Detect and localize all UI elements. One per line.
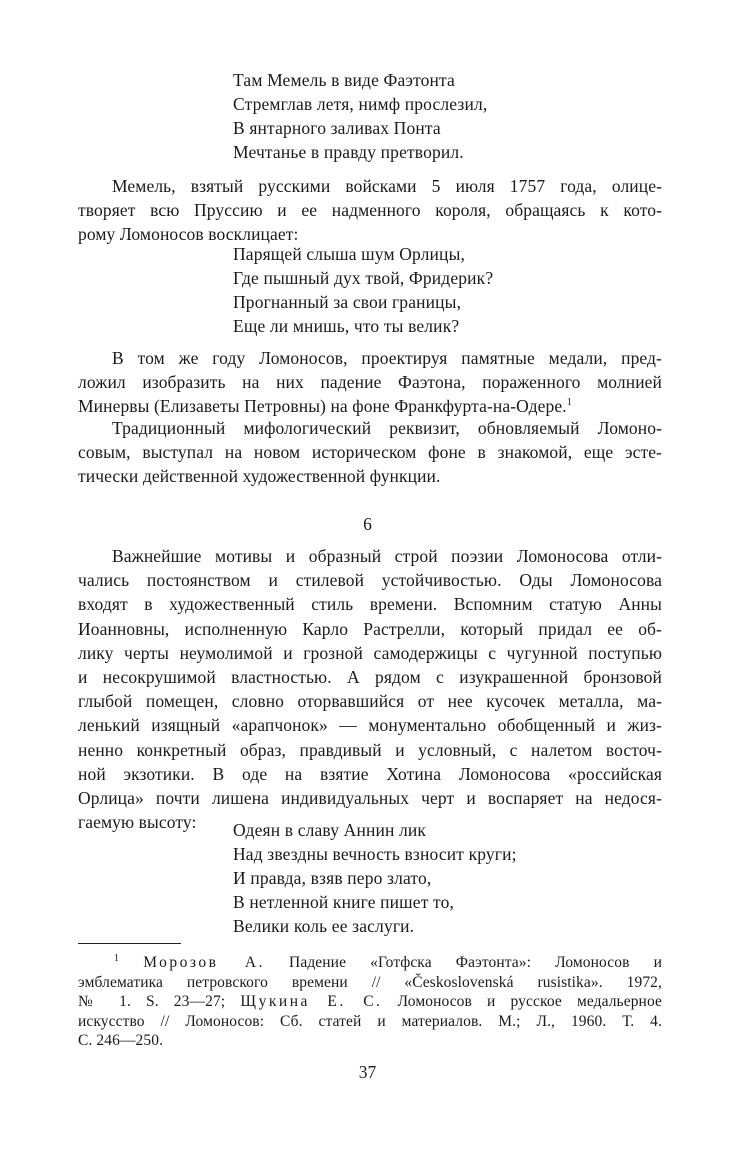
verse-line: В нетленной книге пишет то, [233,892,455,912]
paragraph-line: рому Ломоносов восклицает: [78,224,299,245]
paragraph-line: ложил изобразить на них падение Фаэтона, пораженного молнией [78,372,662,393]
verse-stanza-3 [233,818,517,938]
paragraph-line: творяет всю Пруссию и ее надменного короля, обращаясь к кото- [78,200,662,221]
footnote-line [78,953,662,973]
footnote [78,953,662,1051]
footnote-line [78,992,662,1012]
footnote-author: Щукина Е. С. [240,993,383,1010]
paragraph-line: совым, выступал на новом историческом фоне в знакомой, еще эсте- [78,442,662,463]
paragraph-line: Мемель, взятый русскими войсками 5 июля 1757 года, олице- [112,176,662,196]
section-number: 6 [363,514,372,534]
paragraph-2 [78,346,662,419]
paragraph-line: Важнейшие мотивы и образный строй поэзии Ломоносова отли- [112,546,662,566]
footnote-line: искусство // Ломоносов: Сб. статей и материалов. М.; Л., 1960. Т. 4. [78,1012,662,1030]
paragraph-line-text: Минервы (Елизаветы Петровны) на фоне Франкфурта-на-Одере. [78,396,567,417]
paragraph-line: тически действенной художественной функции. [78,466,441,487]
verse-line: Там Мемель в виде Фаэтонта [233,70,455,90]
footnote-text: № 1. S. 23—27; [78,993,226,1010]
paragraph-line: Традиционный мифологический реквизит, обновляемый Ломоно- [112,418,662,438]
footnote-author: Морозов А. [143,954,265,971]
verse-stanza-2 [233,242,493,338]
paragraph-1 [78,174,662,247]
verse-line: Над звездны вечность взносит круги; [233,844,517,864]
paragraph-line: ной экзотики. В оде на взятие Хотина Ломоносова «российская [78,763,662,784]
verse-line: Одеян в славу Аннин лик [233,820,427,840]
paragraph-line: ленький изящный «арапчонок» — монументально обобщенный и жиз- [78,715,662,736]
paragraph-3 [78,416,662,489]
paragraph-line: ненно конкретный образ, правдивый и условный, с налетом восточ- [78,739,662,760]
page-number: 37 [358,1062,377,1082]
paragraph-line: Орлица» почти лишена индивидуальных черт и воспаряет на недося- [78,788,662,809]
footnote-text: Ломоносов и русское медальерное [397,993,662,1010]
paragraph-line: лику черты неумолимой и грозной самодержицы с чугунной поступью [78,642,662,663]
verse-stanza-1 [233,68,487,164]
verse-line: Мечтанье в правду претворил. [233,142,464,162]
footnote-line: эмблематика петровского времени // «Československá rusistika». 1972, [78,973,662,991]
paragraph-line: В том же году Ломоносов, проектируя памятные медали, пред- [112,348,662,368]
paragraph-line: и несокрушимой властностью. А рядом с изукрашенной бронзовой [78,667,662,688]
paragraph-line: входят в художественный стиль времени. Вспомним статую Анны [78,594,662,615]
paragraph-line: Иоанновны, исполненную Карло Растрелли, который придал ее об- [78,618,662,639]
verse-line: В янтарного заливах Понта [233,118,441,138]
verse-line: Парящей слыша шум Орлицы, [233,244,466,264]
footnote-divider [78,943,181,944]
verse-line: Велики коль ее заслуги. [233,916,415,936]
footnote-marker: 1 [566,397,572,409]
verse-line: Еще ли мнишь, что ты велик? [233,316,460,336]
footnote-text: Падение «Готфска Фаэтонта»: Ломоносов и [289,954,662,971]
footnote-line: С. 246—250. [78,1032,164,1049]
paragraph-line: гаемую высоту: [78,812,197,833]
paragraph-line: чались постоянством и стилевой устойчивостью. Оды Ломоносова [78,570,662,591]
verse-line: Стремглав летя, нимф прослезил, [233,94,488,114]
verse-line: Прогнанный за свои границы, [233,292,462,312]
paragraph-line: глыбой помещен, словно оторвавшийся от нее кусочек металла, ма- [78,691,662,712]
paragraph-line [78,394,662,418]
verse-line: И правда, взяв перо злато, [233,868,432,888]
paragraph-4 [78,544,662,834]
footnote-marker: 1 [114,952,120,964]
verse-line: Где пышный дух твой, Фридерик? [233,268,494,288]
